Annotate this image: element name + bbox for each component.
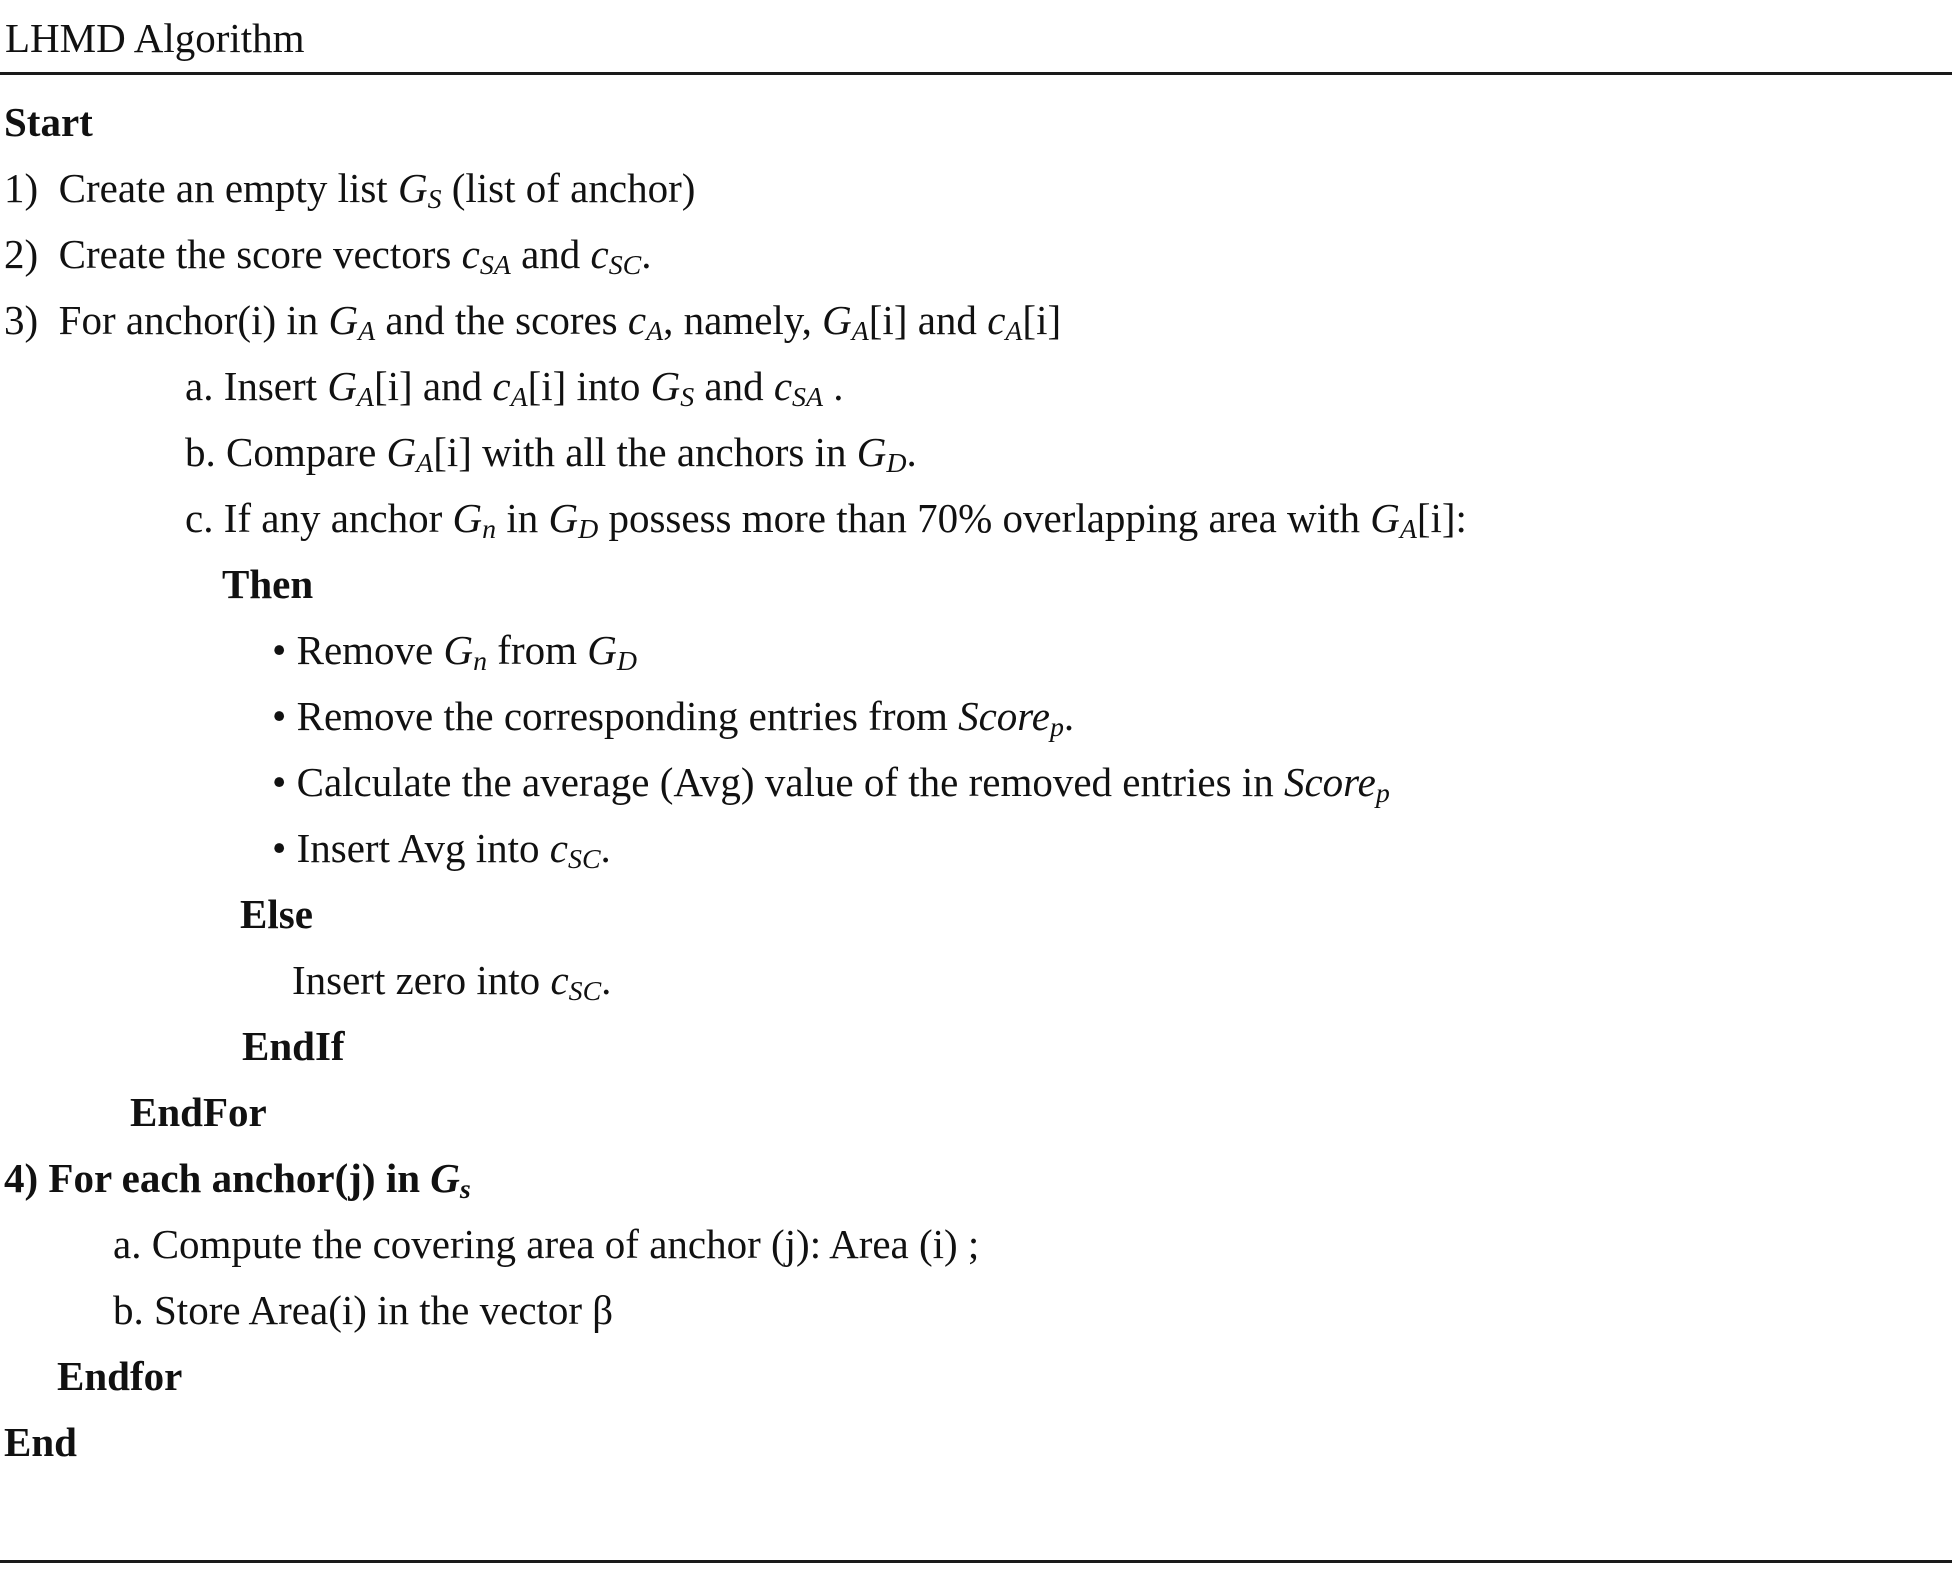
text-segment: and the scores — [375, 297, 628, 343]
subscript-segment: p — [1375, 778, 1390, 810]
algorithm-line — [0, 221, 1952, 287]
subscript-segment: D — [886, 448, 907, 480]
algorithm-line — [0, 947, 1952, 1013]
text-segment: For anchor(i) in — [58, 297, 329, 343]
text-segment: G — [856, 429, 887, 475]
subscript-segment: A — [358, 316, 376, 348]
text-segment: G — [452, 495, 483, 541]
text-segment: b. Store Area(i) in the vector β — [113, 1287, 614, 1333]
subscript-segment: n — [473, 646, 488, 678]
text-segment: c — [461, 231, 480, 277]
text-segment: c — [549, 825, 568, 871]
subscript-segment: SA — [792, 382, 823, 414]
algorithm-title: LHMD Algorithm — [5, 15, 305, 61]
text-segment: c — [590, 231, 609, 277]
algorithm-line — [0, 287, 1952, 353]
algorithm-line — [0, 1079, 1952, 1145]
text-segment: G — [1370, 495, 1400, 541]
subscript-segment: SC — [568, 976, 602, 1008]
text-segment: Endfor — [57, 1353, 183, 1399]
text-segment: G — [397, 165, 428, 211]
text-segment: G — [327, 363, 357, 409]
text-segment: c — [492, 363, 511, 409]
subscript-segment: S — [427, 184, 442, 216]
text-segment: a. Insert — [185, 363, 328, 409]
text-segment: 1) — [4, 165, 59, 211]
text-segment: and — [694, 363, 774, 409]
subscript-segment: SC — [568, 844, 601, 876]
algorithm-line — [0, 89, 1952, 155]
algorithm-line — [0, 1013, 1952, 1079]
text-segment: • Insert Avg into — [272, 825, 550, 871]
algorithm-body — [0, 75, 1952, 1475]
text-segment: c — [987, 297, 1006, 343]
text-segment: Then — [222, 561, 314, 607]
text-segment: G — [822, 297, 852, 343]
text-segment: [i] — [1022, 297, 1062, 343]
text-segment: , namely, — [663, 297, 823, 343]
text-segment: Create the score vectors — [58, 231, 462, 277]
text-segment: End — [4, 1419, 77, 1465]
text-segment: Insert zero into — [292, 957, 551, 1003]
text-segment: 2) — [4, 231, 59, 277]
text-segment: c — [627, 297, 647, 343]
algorithm-line — [0, 1145, 1952, 1211]
subscript-segment: A — [1005, 316, 1023, 348]
text-segment: G — [548, 495, 579, 541]
text-segment: . — [1063, 693, 1075, 739]
subscript-segment: A — [1399, 514, 1417, 546]
text-segment: • Remove the corresponding entries from — [272, 693, 959, 739]
algorithm-line — [0, 815, 1952, 881]
algorithm-line — [0, 353, 1952, 419]
algorithm-line — [0, 683, 1952, 749]
text-segment: [i] into — [527, 363, 651, 409]
text-segment: (list of anchor) — [441, 165, 696, 211]
algorithm-line — [0, 155, 1952, 221]
text-segment: G — [386, 429, 417, 475]
text-segment: 4) For each anchor(j) in — [4, 1155, 431, 1201]
algorithm-line — [0, 1343, 1952, 1409]
text-segment: c — [773, 363, 793, 409]
text-segment: Start — [4, 99, 93, 145]
text-segment: Else — [240, 891, 313, 937]
text-segment: G — [443, 627, 474, 673]
algorithm-line — [0, 551, 1952, 617]
text-segment: . — [600, 825, 611, 871]
text-segment: c. If any anchor — [185, 495, 453, 541]
text-segment: [i]: — [1416, 495, 1467, 541]
subscript-segment: S — [680, 382, 695, 414]
subscript-segment: A — [851, 316, 869, 348]
text-segment: Create an empty list — [58, 165, 398, 211]
text-segment: [i] and — [373, 363, 493, 409]
subscript-segment: D — [616, 646, 637, 678]
text-segment: Score — [958, 693, 1050, 739]
text-segment: EndIf — [242, 1023, 345, 1069]
algorithm-line — [0, 749, 1952, 815]
text-segment: possess more than 70% overlapping area with — [598, 495, 1371, 541]
algorithm-line — [0, 881, 1952, 947]
text-segment: c — [550, 957, 569, 1003]
text-segment: . — [641, 231, 652, 277]
text-segment: a. Compute the covering area of anchor (j): Area (i) ; — [113, 1221, 980, 1267]
text-segment: . — [601, 957, 612, 1003]
subscript-segment: A — [646, 316, 664, 348]
bottom-rule — [0, 1560, 1952, 1563]
text-segment: and — [510, 231, 591, 277]
text-segment: . — [823, 363, 844, 409]
text-segment: . — [906, 429, 917, 475]
subscript-segment: SC — [608, 250, 642, 282]
subscript-segment: D — [578, 514, 599, 546]
algorithm-line — [0, 419, 1952, 485]
subscript-segment: SA — [479, 250, 511, 282]
text-segment: b. Compare — [185, 429, 387, 475]
subscript-segment: A — [356, 382, 374, 414]
algorithm-line — [0, 1277, 1952, 1343]
text-segment: [i] and — [868, 297, 988, 343]
text-segment: from — [487, 627, 588, 673]
subscript-segment: p — [1049, 712, 1064, 744]
text-segment: G — [650, 363, 681, 409]
algorithm-line — [0, 1409, 1952, 1475]
subscript-segment: A — [510, 382, 528, 414]
algorithm-line — [0, 485, 1952, 551]
text-segment: G — [430, 1155, 460, 1201]
text-segment: Score — [1283, 759, 1376, 805]
text-segment: EndFor — [130, 1089, 267, 1135]
subscript-segment: s — [459, 1174, 471, 1206]
subscript-segment: A — [416, 448, 434, 480]
text-segment: [i] with all the anchors in — [433, 429, 857, 475]
text-segment: 3) — [4, 297, 59, 343]
text-segment: G — [328, 297, 359, 343]
text-segment: • Calculate the average (Avg) value of the removed entries in — [272, 759, 1284, 805]
subscript-segment: n — [482, 514, 497, 546]
algorithm-line — [0, 617, 1952, 683]
text-segment: G — [587, 627, 617, 673]
algorithm-line — [0, 1211, 1952, 1277]
text-segment: • Remove — [272, 627, 444, 673]
text-segment: in — [496, 495, 549, 541]
